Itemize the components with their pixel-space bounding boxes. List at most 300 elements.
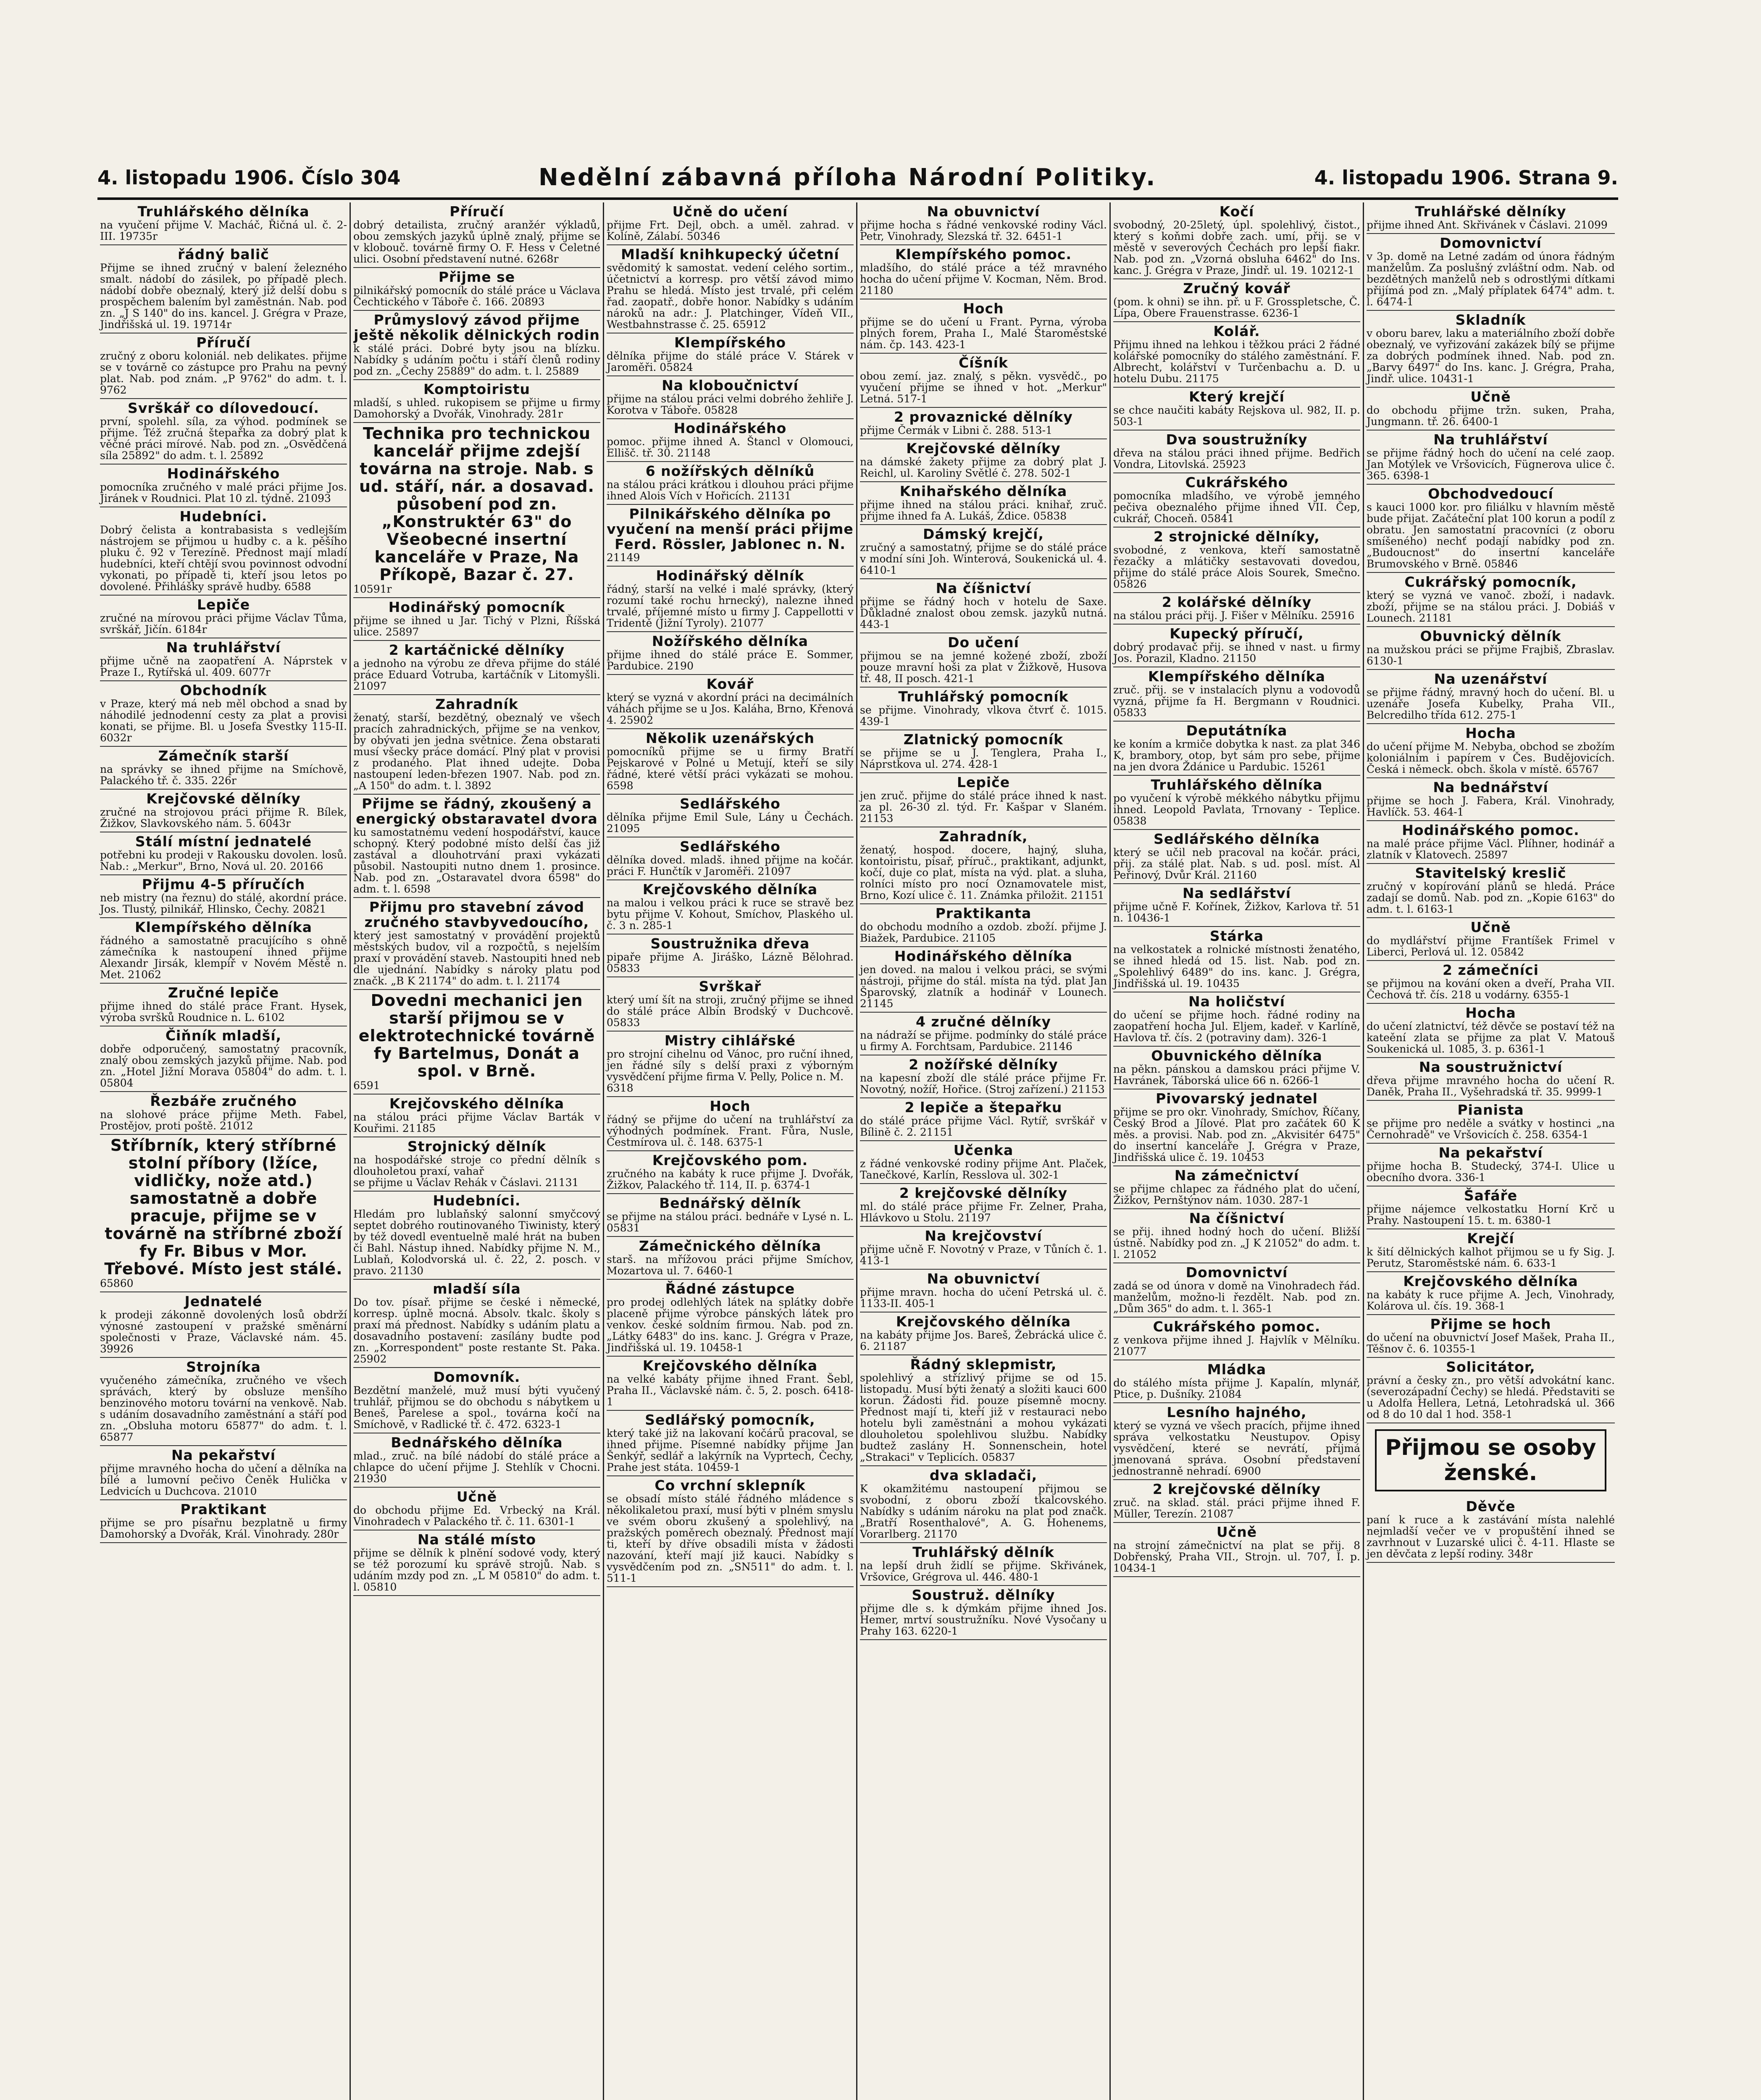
ad-heading: Pianista (1457, 1102, 1524, 1118)
ad-text: na hospodářské stroje co přední dělník s dlouholetou praxí, vahař (353, 1154, 600, 1177)
ad-heading: Krejčí (1467, 1230, 1514, 1247)
classified-ad (860, 1543, 1107, 1586)
classified-ad (607, 376, 854, 419)
ad-text: 21149 (607, 551, 640, 564)
ad-heading: Stříbrník, který stříbrné stolní příbory (lžíce, vidličky, nože atd.) samostatně a dobře pracuje, přijme se v továrně na stříbrné zboží fy Fr. Bibus v Mor. Třebové. Místo jest stálé. (104, 1136, 343, 1278)
classified-ad (607, 795, 854, 837)
ad-heading: Soustruž. dělníky (912, 1587, 1055, 1603)
ad-heading: Na obuvnictví (927, 203, 1040, 220)
classified-ad (1113, 667, 1360, 722)
ad-text: na velké kabáty přijme ihned Frant. Šebl, Praha II., Václavské nám. č. 5, 2. posch. 6418-1 (607, 1373, 854, 1408)
ad-text: na dámské žakety přijme za dobrý plat J. Reichl, ul. Karoliny Světlé č. 278. 502-1 (860, 456, 1107, 479)
ad-heading: Hudebníci. (179, 508, 268, 525)
ad-heading: Hoch (963, 300, 1004, 317)
ad-text: na strojní zámečnictví na plat se přij. 8 Dobřenský, Praha VII., Strojn. ul. 707, I. p. 10434-1 (1113, 1539, 1360, 1574)
ad-text: pipaře přijme A. Jiráško, Lázně Bělohrad. 05833 (607, 951, 854, 974)
ad-heading: 2 strojnické dělníky, (1154, 528, 1320, 545)
classified-ad (1367, 1272, 1615, 1315)
classified-ad (100, 507, 347, 596)
classified-ad (1367, 821, 1615, 864)
ad-heading: Obuvnický dělník (1420, 628, 1561, 644)
ad-text: po vyučení k výrobě mékkého nábytku přijmu ihned. Leopold Pavlata, Trnovany - Teplice. 05838 (1113, 792, 1360, 827)
classified-ad (860, 1227, 1107, 1270)
ad-text: v oboru barev, laku a materiálního zboží dobře obeznalý, ve vyřizování zakázek bílý se přijme za dobrých podmínek ihned. Nab. pod zn. „Barvy 6497" do Ins. kanc. J. Grégra, Praha, Jindř. ulice. 10431-1 (1367, 327, 1615, 385)
ad-heading: Truhlářský dělník (912, 1544, 1054, 1560)
classified-ad (100, 1292, 347, 1358)
classified-ad (860, 1270, 1107, 1312)
classified-ad (100, 747, 347, 790)
ad-text: řádný, starší na velké i malé správky, (který rozumí také rochu hrnecký), nalezne ihned trvalé, příjemné místo u firmy J. Cappellotti v Tridentě (Jižní Tyroly). 21077 (607, 583, 854, 629)
ad-heading: Řezbáře zručného (150, 1093, 297, 1109)
classified-ad (1367, 234, 1615, 311)
ad-text: přijme ihned na stálou práci. knihař, zruč. přijme ihned fa A. Lukáš, Zdice. 05838 (860, 499, 1107, 522)
ad-text: dělníka přijme do stálé práce V. Stárek v Jaroměři. 05824 (607, 350, 854, 373)
classified-ad (1113, 1360, 1360, 1403)
ad-text: k prodeji zákonně dovolených losů obdrží výnosné zastoupení v pražské směnární společnosti v Praze, Václavské nám. 45. 39926 (100, 1309, 347, 1355)
ad-text: první, spolehl. síla, za výhod. podmínek se přijme. Též zručná štepařka za dobrý plat k věčné práci mírové. Nab. pod zn. „Osvědčená síla 25892" do adm. t. l. 25892 (100, 415, 347, 462)
classified-ad (1367, 918, 1615, 961)
ad-text: do učení na obuvnictví Josef Mašek, Praha II., Těšnov č. 6. 10355-1 (1367, 1331, 1615, 1355)
ad-heading: Kupecký příručí, (1170, 625, 1304, 642)
classified-ad (607, 202, 854, 245)
ad-text: do stálého místa přijme J. Kapalín, mlynář, Ptice, p. Dušníky. 21084 (1113, 1377, 1360, 1400)
ad-heading: Na uzenářství (1434, 671, 1548, 687)
ad-text: na mužskou práci se přijme Frajbiš, Zbraslav. 6130-1 (1367, 643, 1615, 667)
classified-ad (100, 832, 347, 875)
classified-ad (1113, 722, 1360, 776)
ad-text: ke koním a krmiče dobytka k nast. za plat 346 K, brambory, otop, byt sám pro sebe, přijme na jen dvora Ždánice u Pardubic. 15261 (1113, 738, 1360, 773)
ad-heading: Obchodvedoucí (1428, 486, 1553, 502)
classified-ad (1113, 1263, 1360, 1318)
ad-text: Přijme se ihned zručný v balení železného smalt. nádobí do zásilek, po případě plech. nádobí dobře obeznalý, který již delší dobu s prospěchem balením byl zaměstnán. Nab. pod zn. „J S 140" do ins. kancel. J. Grégra v Praze, Jindřišská ul. 19. 19714r (100, 262, 347, 331)
column-3 (604, 202, 857, 2100)
ad-text: na pěkn. pánskou a damskou práci přijme V. Havránek, Táborská ulice 66 n. 6266-1 (1113, 1063, 1360, 1087)
ad-heading: Zámečnického dělníka (639, 1238, 822, 1254)
ad-text: zadá se od února v domě na Vinohradech řád. manželům, možno-li řezdělt. Nab. pod zn. „Dům 365" do adm. t. l. 365-1 (1113, 1280, 1360, 1315)
column-5 (1111, 202, 1364, 2100)
classified-ad (1367, 1315, 1615, 1358)
ad-text: neb mistry (na řeznu) do stálé, akordní práce. Jos. Tlustý, pilnikář, Hlinsko, Čechy. 20821 (100, 892, 347, 915)
ad-text: řádný se přijme do učení na truhlářství za výhodných podmínek. Frant. Fůra, Nusle, Čestmírova ul. č. 148. 6375-1 (607, 1113, 854, 1148)
classified-ad (1367, 1058, 1615, 1101)
classified-ad (1367, 573, 1615, 627)
classified-ad (1113, 279, 1360, 322)
classified-ad (100, 1135, 347, 1292)
classified-ad (1367, 1497, 1615, 1563)
ad-text: přijme učně F. Novotný v Praze, v Tůních č. 1. 413-1 (860, 1243, 1107, 1267)
ad-text: na stálou práci krátkou i dlouhou práci přijme ihned Alois Vích v Hořicích. 21131 (607, 478, 854, 502)
header-title: Nedělní zábavná příloha Národní Politiky. (539, 164, 1157, 191)
classified-ad (353, 1280, 600, 1368)
column-6 (1364, 202, 1617, 2100)
ad-text: přijme mravn. hocha do učení Petrská ul. č. 1133-II. 405-1 (860, 1286, 1107, 1310)
classified-ad (1113, 927, 1360, 992)
ad-heading: Na holičství (1188, 993, 1285, 1010)
ad-text: do obchodu přijme Ed. Vrbecký na Král. Vinohradech v Palackého tř. č. 11. 6301-1 (353, 1504, 600, 1528)
ad-heading: Na číšnictví (936, 580, 1031, 596)
classified-ad (1113, 1209, 1360, 1263)
classified-ad (860, 773, 1107, 827)
ad-text: přijme ihned do stálé práce Frant. Hysek, výroba svršků Roudnice n. L. 6102 (100, 1000, 347, 1024)
column-2 (351, 202, 604, 2100)
ad-text: řádného a samostatně pracujícího s ohně zámečníka k nastoupení ihned přijme Alexandr Jirsák, klempíř v Novém Městě n. Met. 21062 (100, 934, 347, 981)
classified-ad (1113, 1403, 1360, 1480)
ad-text: přijme se ihned u Jar. Tichý v Plzni, Říšská ulice. 25897 (353, 614, 600, 638)
ad-text: z venkova přijme ihned J. Hajvlík v Mělníku. 21077 (1113, 1334, 1360, 1357)
ad-heading: Na truhlářství (166, 639, 281, 656)
ad-text: se přij. ihned hodný hoch do učení. Bližší ústně. Nabídky pod zn. „J K 21052" do adm. t. l. 21052 (1113, 1226, 1360, 1260)
ad-text: svobodný, 20-25letý, úpl. spolehlivý, čistot., který s koňmi dobře zach. umí, přij. se v městě v severových Čechách pro lepší fiakr. Nab. pod zn. „Vzorná obsluha 6462" do Ins. kanc. J. Grégra v Praze, Jindř. ul. 19. 10212-1 (1113, 219, 1360, 276)
classified-ad (860, 688, 1107, 730)
classified-ad (353, 1488, 600, 1530)
classified-ad (1113, 1523, 1360, 1577)
ad-heading: Přijme se hoch (1430, 1316, 1551, 1332)
classified-ad (353, 1368, 600, 1433)
ad-text: přijme na stálou práci velmi dobrého žehliře J. Korotva v Táboře. 05828 (607, 393, 854, 416)
ad-text: do obchodu modního a ozdob. zboží. přijme J. Biažek, Pardubice. 21105 (860, 921, 1107, 944)
ad-text: starš. na mřížovou práci přijme Smíchov, Mozartova ul. 7. 6460-1 (607, 1253, 854, 1277)
classified-ad (860, 354, 1107, 408)
classified-ad (607, 1237, 854, 1280)
ad-text: zruč. na sklad. stál. práci přijme ihned F. Müller, Terezín. 21087 (1113, 1496, 1360, 1520)
classified-ad (100, 1500, 347, 1543)
classified-ad (1367, 485, 1615, 573)
ad-text: ku samostatnému vedení hospodářství, kauce schopný. Který podobné místo delší čas již zastával a dlouhotrvání praxi vykázati působil. Nastoupiti nutno dnem 1. prosince. Nab. pod zn. „Ostaravatel dvora 6598" do adm. t. l. 6598 (353, 826, 600, 895)
classified-ad (1113, 1166, 1360, 1209)
classified-ad (860, 1586, 1107, 1640)
ad-text: 6591 (353, 1079, 380, 1092)
ad-heading: Hodinářský dělník (656, 567, 804, 584)
ad-heading: Na sedlářství (1182, 885, 1291, 901)
ad-heading: Na kloboučnictví (662, 377, 799, 394)
classified-ad (860, 1184, 1107, 1227)
ad-heading: Děvče (1466, 1498, 1516, 1515)
classified-ad (860, 633, 1107, 688)
ad-text: K okamžitému nastoupení přijmou se svobodní, z oboru zboží tkalcovského. Nabídky s udáním nároku na plat pod značk. „Bratří Rosenthalové", A. G. Hohenems, Vorarlberg. 21170 (860, 1483, 1107, 1540)
classified-ad (100, 333, 347, 399)
classified-ad (607, 462, 854, 505)
ad-heading: Praktikanta (935, 905, 1032, 921)
classified-ad (607, 837, 854, 880)
ad-heading: 2 krejčovské dělníky (899, 1185, 1068, 1201)
classified-ad (353, 1433, 600, 1488)
classified-ad (860, 1098, 1107, 1141)
ad-heading: Svrškař (699, 978, 762, 995)
classified-ad (100, 465, 347, 507)
ad-text: na stálou práci přijme Václav Barták v Kouřimi. 21185 (353, 1111, 600, 1134)
ad-text: který se učil neb pracoval na kočár. práci, přij. za stálé plat. Nab. s ud. posl. míst. Al Peřinový, Dvůr Král. 21160 (1113, 846, 1360, 881)
ad-heading: Obuvnického dělníka (1151, 1047, 1322, 1064)
classified-ad (1113, 473, 1360, 528)
ad-text: který také již na lakovaní kočárů pracoval, se ihned přijme. Písemné nabídky přijme Jan Šenkýř, sedlář a lakýrník na Vyprtech, Čechy, Prahe jest státa. 10459-1 (607, 1427, 854, 1473)
ad-heading: Kočí (1219, 203, 1254, 220)
classified-ad (1367, 864, 1615, 918)
ad-heading: Lesního hajného, (1167, 1404, 1307, 1420)
ad-text: do učení přijme M. Nebyba, obchod se zbožím koloniálním i papírem v Čes. Budějovicích. Česká i německ. obch. škola v místě. 65767 (1367, 740, 1615, 775)
ad-heading: Hocha (1465, 725, 1516, 741)
ad-heading: Na pekařství (171, 1447, 276, 1463)
classified-ad (1113, 1047, 1360, 1089)
ad-text: přijme nájemce velkostatku Horní Krč u Prahy. Nastoupení 15. t. m. 6380-1 (1367, 1203, 1615, 1226)
ad-heading: Na truhlářství (1433, 431, 1548, 448)
classified-ad (1113, 322, 1360, 388)
classified-ad (353, 380, 600, 423)
ad-columns (97, 202, 1618, 2100)
ad-heading: Svrškář co dílovedoucí. (128, 400, 319, 416)
ad-text: k stálé práci. Dobré byty jsou na blízku. Nabídky s udáním počtu i stáří členů rodiny pod zn. „Čechy 25889" do adm. t. l. 25889 (353, 342, 600, 377)
ad-text: pomocníků přijme se u firmy Bratří Pejskarové v Polné u Metují, kteří se sily řádné, které větší práci vykázati se mohou. 6598 (607, 746, 854, 792)
ad-text: se chce naučiti kabáty Rejskova ul. 982, II. p. 503-1 (1113, 404, 1360, 428)
ad-heading: 2 zámečníci (1443, 962, 1539, 978)
classified-ad (607, 1280, 854, 1357)
ad-heading: Komptoiristu (423, 381, 530, 397)
classified-ad (1367, 724, 1615, 778)
ad-text: přijme ihned do stálé práce E. Sommer, Pardubice. 2190 (607, 648, 854, 672)
ad-heading: Strojníka (186, 1359, 261, 1375)
classified-ad (100, 638, 347, 681)
ad-text: svobodné, z venkova, kteří samostatně řezačky a mlátičky sestavovati dovedou, přijme do stálé práce Alois Sourek, Smečno. 05826 (1113, 544, 1360, 590)
classified-ad (607, 632, 854, 675)
ad-heading: Krejčovského dělníka (642, 881, 818, 898)
ad-text: 10591r (353, 583, 392, 595)
classified-ad (100, 1358, 347, 1446)
ad-heading: Dámský krejčí, (923, 526, 1044, 542)
ad-text: do mydlářství přijme Frantíšek Frimel v Liberci, Perlová ul. 12. 05842 (1367, 934, 1615, 958)
classified-ad (860, 408, 1107, 439)
ad-heading: Učně do učení (672, 203, 788, 220)
ad-heading: Mistry cihlářské (664, 1032, 796, 1049)
ad-heading: Učenka (953, 1142, 1014, 1158)
ad-heading: Deputátníka (1186, 722, 1288, 739)
ad-heading: Přijme se (438, 269, 515, 285)
classified-ad (607, 675, 854, 729)
ad-heading: Stálí místní jednatelé (135, 833, 312, 850)
ad-text: do učení zlatnictví, též děvče se postaví též na kateění zlata se přijme za plat V. Matouš Soukenická ul. 1085, 3. p. 6361-1 (1367, 1020, 1615, 1055)
ad-heading: 2 kolářské dělníky (1162, 594, 1312, 610)
classified-ad (607, 505, 854, 567)
ad-heading: Sedlářského (680, 838, 781, 855)
classified-ad (860, 1013, 1107, 1055)
classified-ad (353, 598, 600, 641)
classified-ad (353, 990, 600, 1095)
ad-heading: Klempířského (674, 334, 786, 351)
ad-heading: Hodinářského pomoc. (1402, 822, 1580, 838)
ad-text: přijme se dělník k plnění sodové vody, který se též porozumí ku správě strojů. Nab. s udáním mzdy pod zn. „L M 05810" do adm. t. l. 05810 (353, 1547, 600, 1593)
classified-ad (353, 1095, 600, 1137)
classified-ad (100, 1026, 347, 1092)
ad-heading: Technika pro technickou kancelář přijme zdejší továrna na stroje. Nab. s ud. stáří, nár. a dosavad. působení pod zn. „Konstruktér 63" do Všeobecné insertní kanceláře v Praze, Na Příkopě, Bazar č. 27. (359, 424, 594, 584)
ad-heading: Čiňník mladší, (165, 1027, 282, 1044)
ad-heading: dva skladači, (929, 1467, 1038, 1483)
classified-ad (607, 1097, 854, 1151)
ad-text: spolehlivý a střízlivý přijme se od 15. listopadu. Musí býti ženatý a složiti kauci 600 korun. Žádosti řid. pouze písemně mocny. Přednost mají ti, kteří již v restauraci nebo hotelu byli zaměstnáni a mohou vykázati dlouholetou spolehlivou službu. Nabídky budtež zaslány H. Sonnenschein, hotel „Strakaci" v Teplicích. 05837 (860, 1372, 1107, 1463)
page-header (97, 164, 1618, 200)
ad-heading: Solicitátor, (1446, 1359, 1535, 1375)
ad-heading: Učně (1216, 1524, 1257, 1540)
ad-text: na kabáty přijme Jos. Bareš, Žebrácká ulice č. 6. 21187 (860, 1329, 1107, 1352)
ad-heading: Zámečník starší (158, 748, 289, 764)
ad-text: pomocníka zručného v malé práci přijme Jos. Jiránek v Roudnici. Plat 10 zl. týdně. 21093 (100, 481, 347, 504)
ad-heading: Řádný sklepmistr, (910, 1356, 1057, 1373)
classified-ad (1367, 202, 1615, 234)
ad-text: přijmou se na jemné kožené zboží, zboží pouze mravní hoši za plat v Žižkově, Husova tř. 48, II posch. 421-1 (860, 650, 1107, 685)
ad-text: do stálé práce přijme Václ. Rytíř, svrškář v Bílině č. 2. 21151 (860, 1115, 1107, 1138)
classified-ad (353, 268, 600, 311)
ad-text: 65860 (100, 1277, 134, 1289)
ad-text: k šití dělnických kalhot přijmou se u fy Sig. J. Perutz, Staroměstské nám. 6. 633-1 (1367, 1246, 1615, 1269)
classified-ad (860, 1055, 1107, 1098)
classified-ad (607, 1357, 854, 1411)
ad-text: dobrý detailista, zručný aranžér výkladů, obou zemských jazyků úplně znalý, přijme se v klobouč. továrně firmy O. F. Hess v Celetné ulici. Osobní představení nutné. 6268r (353, 219, 600, 265)
ad-heading: Pilnikářského dělníka po vyučení na menší práci přijme Ferd. Rössler, Jablonec n. N. (607, 506, 854, 552)
classified-ad (860, 1355, 1107, 1466)
ad-text: zruč. přij. se v instalacích plynu a vodovodů vyzná, přijme fa H. Bergmann v Roudnici. 05833 (1113, 684, 1360, 719)
ad-heading: Sedlářského (680, 795, 781, 812)
ad-text: právní a česky zn., pro větší advokátní kanc. (severozápadní Čechy) se hledá. Představiti se u Adolfa Hellera, Letná, Letohradská ul. 366 od 8 do 10 dal 1 hod. 358-1 (1367, 1374, 1615, 1420)
ad-heading: Truhlářského dělníka (1151, 777, 1323, 793)
classified-ad (100, 875, 347, 918)
classified-ad (1113, 593, 1360, 625)
ad-text: pomoc. přijme ihned A. Štancl v Olomouci, Ellišč. tř. 30. 21148 (607, 436, 854, 459)
ad-heading: Hodinářského (167, 465, 280, 482)
ad-text: zručný v kopírování plánů se hledá. Práce zadají se domů. Nab. pod zn. „Kopie 6163" do adm. t. l. 6163-1 (1367, 880, 1615, 915)
ad-text: přijme se hoch J. Fabera, Král. Vinohrady, Havlíčk. 53. 464-1 (1367, 795, 1615, 818)
ad-text: přijme učně F. Kořínek, Žižkov, Karlova tř. 51 n. 10436-1 (1113, 900, 1360, 924)
classified-ad (860, 299, 1107, 354)
classified-ad (860, 482, 1107, 525)
ad-heading: Lepiče (957, 774, 1010, 790)
ad-heading: Na soustružnictví (1419, 1059, 1563, 1075)
ad-heading: Zručné lepiče (168, 984, 279, 1001)
classified-ad (1367, 670, 1615, 724)
classified-ad (100, 681, 347, 747)
classified-ad (607, 1032, 854, 1097)
ad-text: potřebni ku prodeji v Rakousku dovolen. losů. Nab.: „Merkur", Brno, Nová ul. 20. 20166 (100, 849, 347, 872)
ad-heading: Soustružnika dřeva (650, 935, 810, 952)
ad-heading: Lepiče (197, 596, 250, 613)
ad-heading: Bednářského dělníka (391, 1434, 563, 1451)
ad-heading: Domovnictví (1440, 235, 1542, 251)
classified-ad (1367, 1101, 1615, 1144)
classified-ad (860, 1466, 1107, 1543)
classified-ad (607, 419, 854, 462)
ad-text: dřeva na stálou práci ihned přijme. Bedřich Vondra, Litovlská. 25923 (1113, 447, 1360, 470)
ad-text: na malé práce přijme Václ. Plíhner, hodinář a zlatník v Klatovech. 25897 (1367, 837, 1615, 861)
ad-heading: 2 lepiče a štepařku (904, 1099, 1062, 1116)
ad-heading: Stavitelský kreslič (1415, 865, 1567, 881)
ad-heading: Řádné zástupce (665, 1281, 795, 1297)
ad-heading: Zručný kovář (1183, 280, 1291, 297)
ad-heading: Stárka (1209, 928, 1264, 944)
classified-ad (607, 1411, 854, 1476)
classified-ad (860, 579, 1107, 633)
ad-text: na nádraží se přijme. podmínky do stálé práce u firmy A. Forchtsam, Pardubice. 21146 (860, 1029, 1107, 1053)
column-1 (97, 202, 351, 2100)
ad-text: přijme se do učení u Frant. Pyrna, výroba plných forem, Praha I., Malé Staroměstské nám. čp. 143. 423-1 (860, 316, 1107, 351)
classified-ad (1367, 1186, 1615, 1229)
ad-heading: Na pekařství (1438, 1144, 1543, 1161)
classified-ad (860, 730, 1107, 773)
ad-text: který umí šít na stroji, zručný přijme se ihned do stálé práce Albín Brodský v Duchcově. 05833 (607, 994, 854, 1029)
ad-text: ml. do stálé práce přijme Fr. Zelner, Praha, Hlávkovo u Stolu. 21197 (860, 1200, 1107, 1224)
ad-text: Hledám pro lublaňský salonní smyčcový septet dobrého routinovaného Tiwinisty, který by též dovedl eventuelně malé hrát na buben či Bahl. Nástup ihned. Nabídky přijme N. M., Lublaň, Kolodvorská ul. č. 22, 2. posch. v pravo. 21130 (353, 1208, 600, 1277)
classified-ad (607, 880, 854, 934)
ad-heading: Sedlářský pomocník, (645, 1412, 815, 1428)
classified-ad (860, 525, 1107, 579)
ad-text: dělníka doved. mladš. ihned přijme na kočár. práci F. Hunčtík v Jaroměři. 21097 (607, 854, 854, 877)
classified-ad (1113, 388, 1360, 430)
ad-text: přijme hocha B. Studecký, 374-I. Ulice u obecního dvora. 336-1 (1367, 1160, 1615, 1184)
ad-text: přijme Frt. Dejl, obch. a uměl. zahrad. v Kolíně, Zálabí. 50346 (607, 219, 854, 242)
ad-heading: Přijme se řádný, zkoušený a energický obstaravatel dvora (356, 795, 598, 827)
ad-heading: Učně (1470, 388, 1511, 405)
ad-text: dobrý prodavač přij. se ihned v nast. u firmy Jos. Porazil, Kladno. 21150 (1113, 641, 1360, 664)
classified-ad (1367, 961, 1615, 1004)
classified-ad (1367, 1229, 1615, 1272)
classified-ad (1367, 627, 1615, 670)
header-date-issue: 4. listopadu 1906. Číslo 304 (97, 166, 401, 189)
ad-text: ženatý, hospod. docere, hajný, sluha, kontoiristu, písař, příruč., praktikant, adjunkt, kočí, duje co plat, místa na výd. plat. a sluha, rolníci místo pro nocí Oznamovatele mist, Brno, Kozí ulice č. 11. Známka přiložit. 21151 (860, 844, 1107, 901)
classified-ad (100, 399, 347, 465)
ad-text: který se vyzná v akordní práci na decimálních váhách přijme se u Jos. Kaláha, Brno, Křenová 4. 25902 (607, 691, 854, 726)
ad-text-continued: se přijme u Václav Rehák v Čáslavi. 21131 (353, 1176, 579, 1189)
ad-heading: Přijmu pro stavební závod zručného stavbyvedoucího, (364, 899, 589, 930)
classified-ad (1367, 430, 1615, 485)
ad-heading: Šafáře (1464, 1187, 1518, 1204)
classified-ad (607, 1194, 854, 1237)
classified-ad (607, 567, 854, 632)
ad-heading: Kolář. (1213, 323, 1260, 339)
ad-heading: 2 kartáčnické dělníky (389, 642, 565, 658)
ad-text: na malou i velkou práci k ruce se stravě bez bytu přijme V. Kohout, Smíchov, Plaského ul. č. 3 n. 285-1 (607, 897, 854, 932)
ad-text: svědomitý k samostat. vedení celého sortim., účetnictví a korresp. pro větší závod mimo Prahu se hledá. Místo jest trvalé, při celém řad. zaopatř., dobře honor. Nabídky s udáním nároků na adr.: J. Platchinger, Vídeň VII., Westbahnstrasse č. 25. 65912 (607, 262, 854, 331)
classified-ad (353, 795, 600, 898)
classified-ad (100, 1092, 347, 1135)
classified-ad (353, 695, 600, 795)
ad-text: do učení se přijme hoch. řádné rodiny na zaopatření hocha Jul. Eljem, kadeř. v Karlíně, Havlova tř. čís. 2 (potraviny dam). 326-1 (1113, 1009, 1360, 1044)
ad-heading: 6 nožířských dělníků (645, 463, 815, 479)
ad-heading: Který krejčí (1189, 388, 1285, 405)
ad-heading: Kovář (706, 676, 754, 692)
section-heading: Přijmou se osoby ženské. (1375, 1429, 1606, 1491)
ad-heading: Krejčovského dělníka (1403, 1273, 1578, 1289)
ad-text: Bezdětní manželé, muž musí býti vyučený truhlář, přijmou se do obchodu s nábytkem u Beneš, Parelese a spol., továrna kočí na Smíchově, v Radlické tř. č. 472. 6323-1 (353, 1384, 600, 1431)
classified-ad (1113, 1089, 1360, 1166)
ad-text: pro strojní cihelnu od Vánoc, pro ruční ihned, jen řádné síly s delší praxi z výborným vysvědčení přijme firma V. Pelly, Police n. M. (607, 1048, 854, 1083)
ad-text: dělníka přijme Emil Sule, Lány u Čechách. 21095 (607, 811, 854, 835)
ad-heading: Truhlářské dělníky (1415, 203, 1567, 220)
ad-heading: 2 nožířské dělníky (909, 1056, 1058, 1073)
ad-heading: Cukrářského pomoc. (1153, 1318, 1321, 1335)
ad-heading: Na zámečnictví (1174, 1167, 1299, 1184)
ad-text: se přijme. Vinohrady, vlkova čtvrť č. 1015. 439-1 (860, 704, 1107, 727)
ad-heading: Do učení (948, 634, 1019, 651)
ad-heading: Učně (456, 1488, 497, 1505)
classified-ad (100, 202, 347, 245)
ad-text: se přijme řádný, mravný hoch do učení. Bl. u uzenáře Josefa Kubelky, Praha VII., Belcredilho třída 612. 275-1 (1367, 686, 1615, 721)
ad-heading: Hodinářského dělníka (894, 948, 1073, 964)
classified-ad (860, 245, 1107, 299)
classified-ad (860, 947, 1107, 1013)
ad-text: na správky se ihned přijme na Smíchově, Palackého tř. č. 335. 226r (100, 763, 347, 787)
ad-heading: 4 zručné dělníky (916, 1013, 1051, 1030)
classified-ad (1113, 430, 1360, 473)
ad-text: jen doved. na malou i velkou práci, se svými nástroji, přijme do stál. místa na týd. plat Jan Šparovský, zlatník a hodinář v Lounech. 21145 (860, 963, 1107, 1010)
ad-text: na vyučení přijme V. Macháč, Řičná ul. č. 2-III. 19735r (100, 219, 347, 242)
ad-heading: Na číšnictví (1189, 1210, 1285, 1226)
ad-heading: Co vrchní sklepník (654, 1477, 806, 1494)
classified-ad (353, 898, 600, 990)
